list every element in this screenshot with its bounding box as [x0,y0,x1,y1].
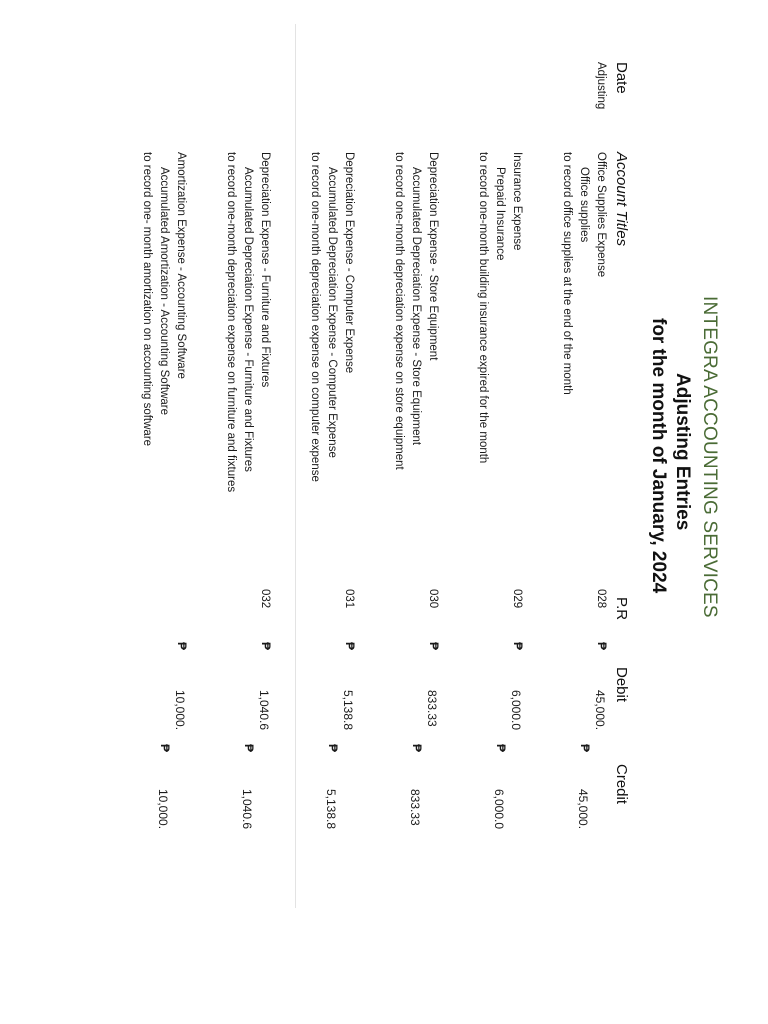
col-header-pr: P.R [613,597,630,621]
entry-1-debit-amount: 45,000. [593,690,607,731]
entry-4-debit-account: Depreciation Expense - Computer Expense [343,152,355,374]
page-title: Adjusting Entries [672,373,693,531]
peso-icon: ₱ [427,642,441,651]
entry-5-credit-account: Accumulated Depreciation Expense - Furniture and Fixtures [242,167,254,472]
entry-1-explanation: to record office supplies at the end of the month [561,152,573,395]
entry-1-credit-amount: 45,000. [576,789,590,830]
entry-5-explanation: to record one-month depreciation expense on furniture and fixtures [225,152,237,493]
entry-2-credit-account: Prepaid Insurance [494,167,506,261]
peso-icon: ₱ [410,744,424,753]
entry-2-debit-account: Insurance Expense [511,152,523,251]
entry-1-debit-account: Office Supplies Expense [595,152,607,278]
entry-4-pr: 031 [343,589,355,609]
date-adjusting: Adjusting [595,62,607,110]
entry-1-pr: 028 [595,589,607,609]
col-header-debit: Debit [613,667,630,703]
entry-4-debit-amount: 5,138.8 [341,690,355,731]
entry-6-debit-account: Amortization Expense - Accounting Software [175,152,187,379]
column-divider [295,24,296,908]
entry-6-credit-account: Accumulated Amortization - Accounting Software [158,167,170,416]
entry-6-explanation: to record one- month amortization on accounting software [141,152,153,447]
entry-3-debit-amount: 833.33 [425,690,439,727]
peso-icon: ₱ [175,642,189,651]
entry-5-pr: 032 [259,589,271,609]
peso-icon: ₱ [242,744,256,753]
entry-3-credit-account: Accumulated Depreciation Expense - Store Equipment [410,167,422,446]
peso-icon: ₱ [494,744,508,753]
entry-4-credit-account: Accumulated Depreciation Expense - Computer Expense [326,167,338,458]
entry-4-credit-amount: 5,138.8 [324,789,338,830]
peso-icon: ₱ [343,642,357,651]
entry-4-explanation: to record one-month depreciation expense on computer expense [309,152,321,482]
peso-icon: ₱ [259,642,273,651]
col-header-date: Date [613,62,630,94]
peso-icon: ₱ [326,744,340,753]
entry-3-debit-account: Depreciation Expense - Store Equipment [427,152,439,361]
period-subtitle: for the month of January, 2024 [648,318,669,594]
peso-icon: ₱ [595,642,609,651]
entry-2-explanation: to record one-month building insurance expired for the month [477,152,489,464]
entry-5-debit-account: Depreciation Expense - Furniture and Fixtures [259,152,271,388]
entry-6-credit-amount: 10,000. [156,789,170,830]
entry-5-debit-amount: 1,040.6 [257,690,271,731]
entry-3-pr: 030 [427,589,439,609]
entry-2-pr: 029 [511,589,523,609]
company-name: INTEGRA ACCOUNTING SERVICES [699,296,720,618]
entry-3-explanation: to record one-month depreciation expense on store equipment [393,152,405,470]
entry-3-credit-amount: 833.33 [408,789,422,826]
entry-1-credit-account: Office supplies [578,167,590,243]
col-header-credit: Credit [613,764,630,805]
peso-icon: ₱ [578,744,592,753]
peso-icon: ₱ [511,642,525,651]
entry-6-debit-amount: 10,000. [173,690,187,731]
col-header-account-titles: Account Titles [613,152,630,247]
peso-icon: ₱ [158,744,172,753]
entry-2-credit-amount: 6,000.0 [492,789,506,830]
entry-5-credit-amount: 1,040.6 [240,789,254,830]
entry-2-debit-amount: 6,000.0 [509,690,523,731]
